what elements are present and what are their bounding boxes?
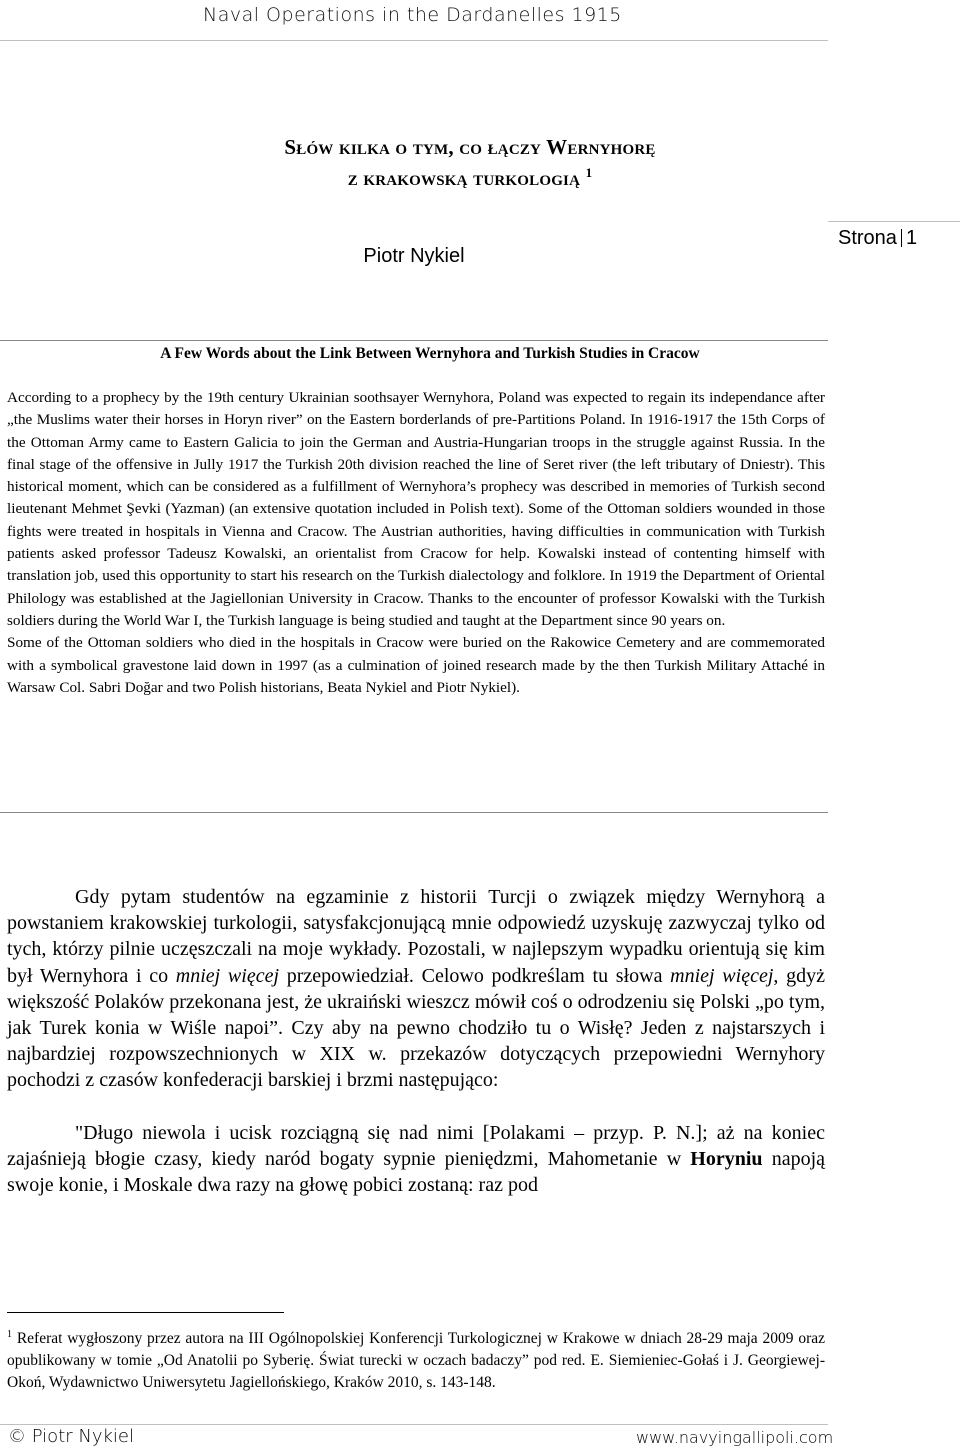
author-name: Piotr Nykiel: [363, 245, 465, 267]
abstract-bottom-rule: [0, 812, 828, 813]
body-paragraph-1: [7, 884, 825, 1094]
prophecy-quote: [7, 1120, 825, 1199]
page-number: 1: [905, 227, 918, 249]
abstract-top-rule: [0, 340, 828, 341]
body-text: [7, 884, 825, 1198]
title-footnote-ref[interactable]: 1: [585, 165, 593, 180]
footnote-rule: [7, 1312, 284, 1313]
quote-part-b: napoją swoje konie, i Moskale dwa razy na głowę pobici zostaną: raz pod: [7, 1147, 826, 1197]
body-p1-part-a: Gdy pytam studentów na egzaminie z historii Turcji o związek między Wernyhorą a powstaniem krakowskiej turkologii, satysfakcjonującą mnie odpowiedź uzyskuję zazwyczaj tylko od tych, którzy pilnie uczęszczali na moje wykłady. Pozostali, w najlepszym wypadku orientują się kim był Wernyhora i co: [7, 886, 825, 987]
page-label: [838, 227, 917, 250]
article-title-line-2-text: z krakowską turkologią: [347, 166, 581, 190]
page-label-text: Strona: [838, 227, 897, 249]
footer-copyright: © Piotr Nykiel: [8, 1426, 134, 1447]
page-label-separator: [901, 229, 902, 247]
quote-bold-horyn: Horyniu: [690, 1147, 763, 1170]
abstract-paragraph-1: According to a prophecy by the 19th century Ukrainian soothsayer Wernyhora, Poland was expected to regain its independance after „the Muslims water their horses in Horyn river” on the Eastern borderlands of pre-Partitions Poland. In 1916-1917 the 15th Corps of the Ottoman Army came to Eastern Galicia to join the German and Austria-Hungarian troops in the struggle against Russia. In the final stage of the offensive in Jully 1917 the Turkish 20th division reached the line of Seret river (the left tributary of Dniestr). This historical moment, which can be considered as a fulfillment of Wernyhora’s prophecy was described in memories of Turkish second lieutenant Mehmet Şevki (Yazman) (an extensive quotation included in Polish text). Some of the Ottoman soldiers wounded in those fights were treated in hospitals in Vienna and Cracow. The Austrian authorities, having difficulties in communication with Turkish patients asked professor Tadeusz Kowalski, an orientalist from Cracow for help. Kowalski instead of contenting himself with translation job, used this opportunity to start his research on the Turkish dialectology and folklore. In 1919 the Department of Oriental Philology was established at the Jagiellonian University in Cracow. Thanks to the encounter of professor Kowalski with the Turkish soldiers during the World War I, the Turkish language is being studied and taught at the Department since 90 years on.: [7, 389, 825, 629]
abstract-heading: A Few Words about the Link Between Wernyhora and Turkish Studies in Cracow: [160, 345, 700, 362]
footnote: [7, 1324, 825, 1394]
body-p1-part-c: , gdyż większość Polaków przekonana jest, że ukraiński wieszcz mówił coś o odrodzeniu się Polski „po tym, jak Turek konia w Wiśle napoi”. Czy aby na pewno chodziło tu o Wisłę? Jeden z najstarszych i najbardziej rozpowszechnionych w XIX w. przekazów dotyczących przepowiedni Wernyhory pochodzi z czasów konfederacji barskiej i brzmi następująco:: [7, 964, 825, 1092]
body-p1-part-b: przepowiedział. Celowo podkreślam tu słowa: [279, 964, 671, 987]
quote-part-a: "Długo niewola i ucisk rozciągną się nad nimi [Polakami – przyp. P. N.]; aż na koniec zajaśnieją błogie czasy, kiedy naród bogaty sypnie pieniędzmi, Mahometanie w: [7, 1121, 825, 1170]
footnote-text: Referat wygłoszony przez autora na III Ogólnopolskiej Konferencji Turkologicznej w Krakowe w dniach 28-29 maja 2009 oraz opublikowany w tomie „Od Anatolii po Syberię. Świat turecki w oczach badaczy” pod red. E. Siemieniec-Gołaś i J. Georgiewej-Okoń, Wydawnictwo Uniwersytetu Jagiellońskiego, Kraków 2010, s. 143-148.: [7, 1330, 826, 1392]
running-header-title: Naval Operations in the Dardanelles 1915: [203, 4, 622, 26]
body-p1-emphasis-2: mniej więcej: [670, 964, 774, 987]
body-p1-emphasis-1: mniej więcej: [175, 964, 280, 987]
footnote-number: 1: [7, 1329, 12, 1340]
footer-website-link[interactable]: www.navyingallipoli.com: [636, 1428, 834, 1447]
article-title-line-1: Słów kilka o tym, co łączy Wernyhorę: [284, 135, 656, 159]
footer-rule: [0, 1424, 828, 1425]
page-label-rule: [828, 221, 960, 222]
abstract-block: [7, 387, 825, 699]
header-rule: [0, 40, 828, 41]
abstract-paragraph-2: Some of the Ottoman soldiers who died in the hospitals in Cracow were buried on the Rakowice Cemetery and are commemorated with a symbolical gravestone laid down in 1997 (as a culmination of joined research made by the then Turkish Military Attaché in Warsaw Col. Sabri Doğar and two Polish historians, Beata Nykiel and Piotr Nykiel).: [7, 634, 825, 696]
article-title-line-2: [0, 165, 940, 191]
